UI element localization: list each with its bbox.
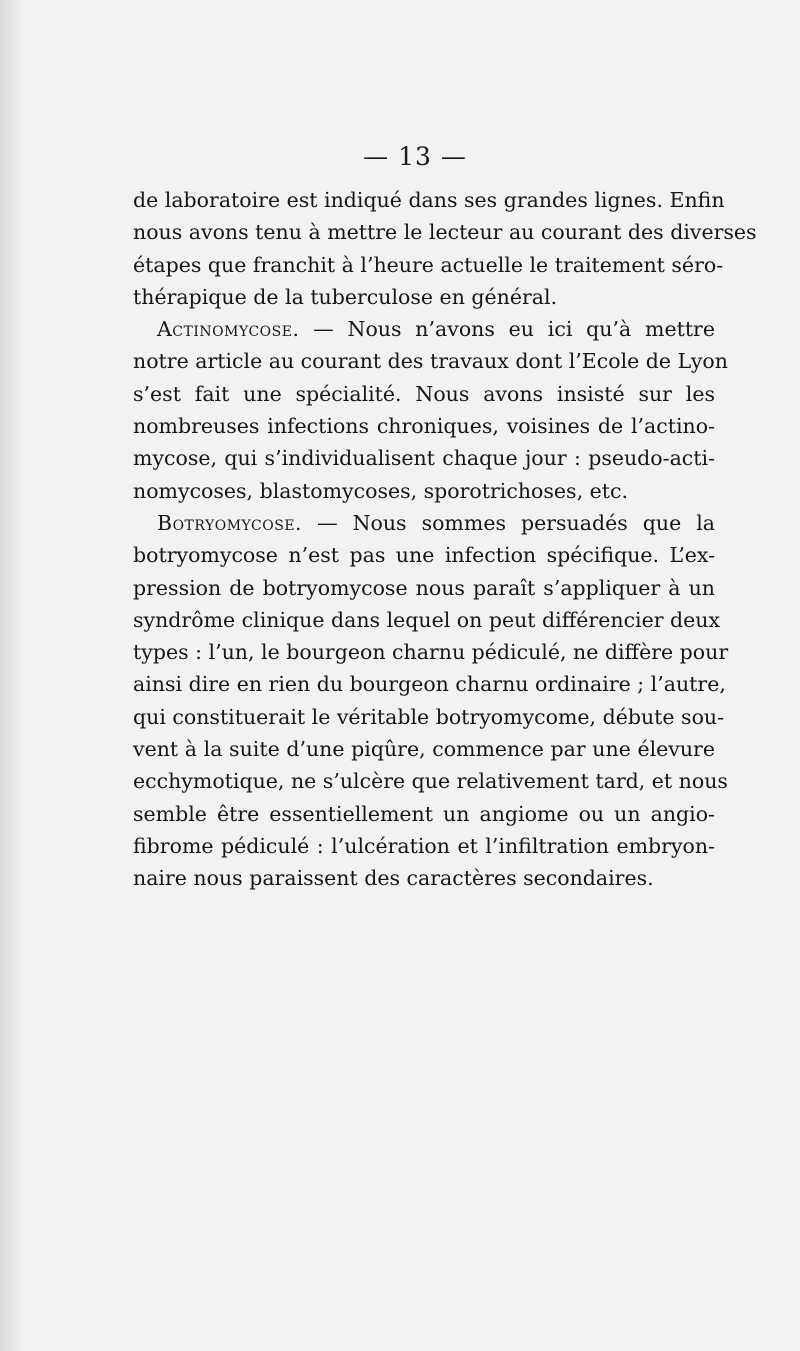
paragraph-botryomycose (133, 507, 729, 895)
text-line: ainsi dire en rien du bourgeon charnu ordinaire ; l’autre, (133, 672, 726, 697)
text-line: vent à la suite d’une piqûre, commence par une élevure (133, 737, 715, 762)
text-line: qui constituerait le véritable botryomycome, débute sou- (133, 704, 725, 729)
text-line-rest: — Nous sommes persuadés que la (302, 510, 715, 535)
text-line: de laboratoire est indiqué dans ses grandes lignes. Enfin (133, 188, 725, 212)
section-heading-botryomycose: Botryomycose. (157, 510, 303, 535)
text-line: nous avons tenu à mettre le lecteur au courant des diverses (133, 220, 757, 245)
body-text (133, 184, 757, 895)
text-line: syndrôme clinique dans lequel on peut différencier deux (133, 607, 721, 632)
text-line: types : l’un, le bourgeon charnu pédiculé, ne diffère pour (133, 640, 729, 665)
text-line (133, 507, 715, 539)
text-line: naire nous paraissent des caractères secondaires. (133, 866, 654, 891)
text-line: pression de botryomycose nous paraît s’appliquer à un (133, 575, 715, 600)
text-line: notre article au courant des travaux dont l’Ecole de Lyon (133, 349, 728, 374)
page-number: — 13 — (363, 142, 467, 171)
text-line: thérapique de la tuberculose en général. (133, 284, 558, 309)
paragraph-1 (133, 184, 757, 313)
text-line: mycose, qui s’individualisent chaque jour : pseudo-acti- (133, 446, 715, 471)
page-edge-shadow (0, 0, 22, 1351)
text-line: fibrome pédiculé : l’ulcération et l’infiltration embryon- (133, 833, 715, 858)
text-line: ecchymotique, ne s’ulcère que relativement tard, et nous (133, 769, 728, 794)
text-line: nombreuses infections chroniques, voisines de l’actino- (133, 414, 715, 439)
paragraph-actinomycose (133, 313, 728, 507)
text-line: semble être essentiellement un angiome ou un angio- (133, 801, 715, 826)
text-line (133, 313, 715, 345)
text-line: étapes que franchit à l’heure actuelle le traitement séro- (133, 252, 724, 277)
text-line: botryomycose n’est pas une infection spécifique. L’ex- (133, 543, 715, 568)
text-line-rest: — Nous n’avons eu ici qu’à mettre (299, 317, 715, 342)
text-line: s’est fait une spécialité. Nous avons insisté sur les (133, 381, 715, 406)
text-line: nomycoses, blastomycoses, sporotrichoses, etc. (133, 478, 628, 503)
section-heading-actinomycose: Actinomycose. (157, 317, 300, 342)
